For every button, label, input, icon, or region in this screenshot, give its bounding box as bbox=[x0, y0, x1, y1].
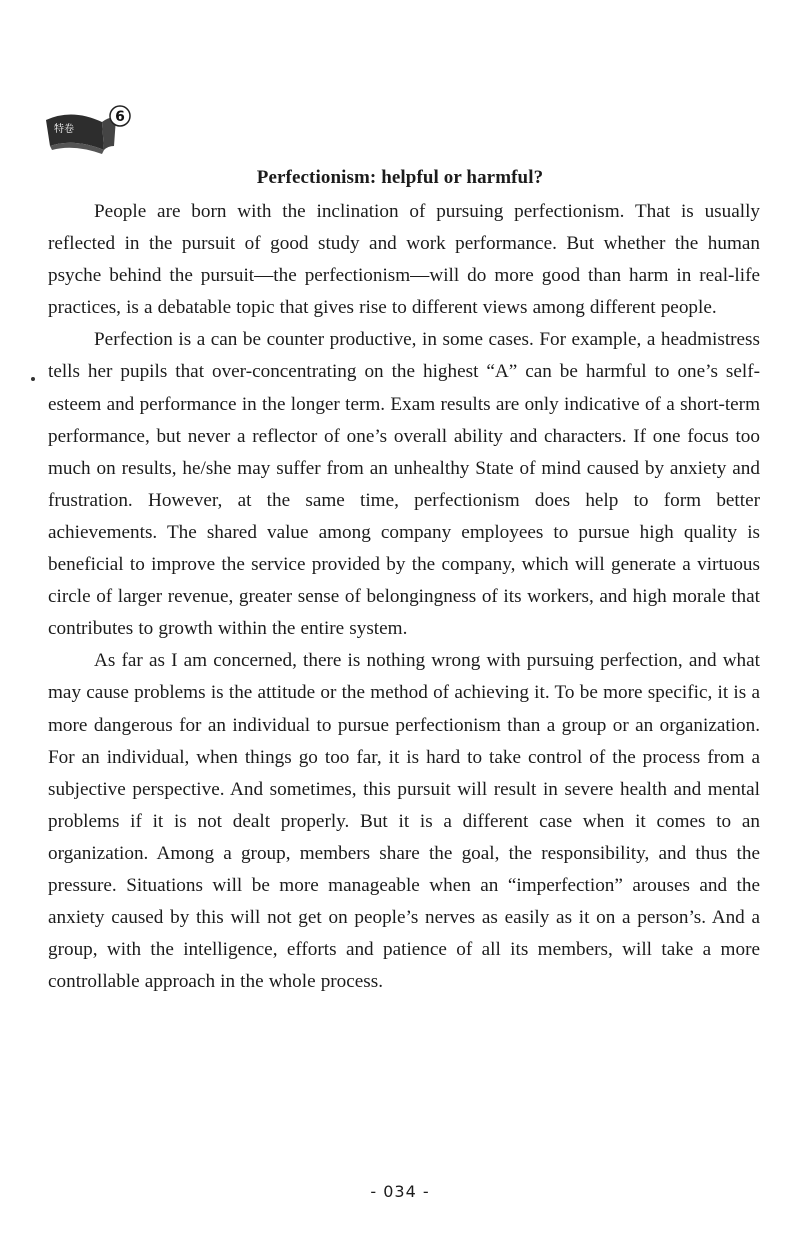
paragraph-opinion: As far as I am concerned, there is nothing wrong with pursuing perfection, and what may cause problems is the attitude or the method of achieving it. To be more specific, it is a more dangerous for an individual to pursue perfectionism than a group or an organization. For an individual, when things go too far, it is hard to take control of the process from a subjective perspective. And sometimes, this pursuit will result in severe health and mental problems if it is not dealt properly. But it is a different case when it comes to an organization. Among a group, members share the goal, the responsibility, and thus the pressure. Situations will be more manageable when an “imperfection” arouses and the anxiety caused by this will not get on people’s nerves as easily as it on a person’s. And a group, with the intelligence, efforts and patience of all its members, will take a more controllable approach in the whole process. bbox=[48, 650, 760, 993]
article-title: Perfectionism: helpful or harmful? bbox=[256, 167, 544, 188]
article-body bbox=[48, 196, 760, 998]
book-icon bbox=[44, 98, 144, 160]
paragraph-counterpoint: Perfection is a can be counter productive, in some cases. For example, a headmistress tells her pupils that over-concentrating on the highest “A” can be harmful to one’s self-esteem and performance in the longer term. Exam results are only indicative of a short-term performance, but never a reflector of one’s overall ability and characters. If one focus too much on results, he/she may suffer from an unhealthy State of mind caused by anxiety and frustration. However, at the same time, perfectionism does help to form better achievements. The shared value among company employees to pursue high quality is beneficial to improve the service provided by the company, which will generate a virtuous circle of larger revenue, greater sense of belongingness of its workers, and high morale that contributes to growth within the entire system. bbox=[48, 329, 760, 640]
page-number: - 034 - bbox=[370, 1182, 430, 1201]
badge-label: 特卷 bbox=[54, 124, 74, 135]
badge-number: 6 bbox=[115, 109, 125, 125]
section-badge bbox=[44, 98, 144, 160]
paragraph-intro: People are born with the inclination of pursuing perfectionism. That is usually reflected in the pursuit of good study and work performance. But whether the human psyche behind the pursuit—the perfectionism—will do more good than harm in real-life practices, is a debatable topic that gives rise to different views among different people. bbox=[48, 201, 760, 319]
bullet-mark bbox=[31, 377, 35, 381]
